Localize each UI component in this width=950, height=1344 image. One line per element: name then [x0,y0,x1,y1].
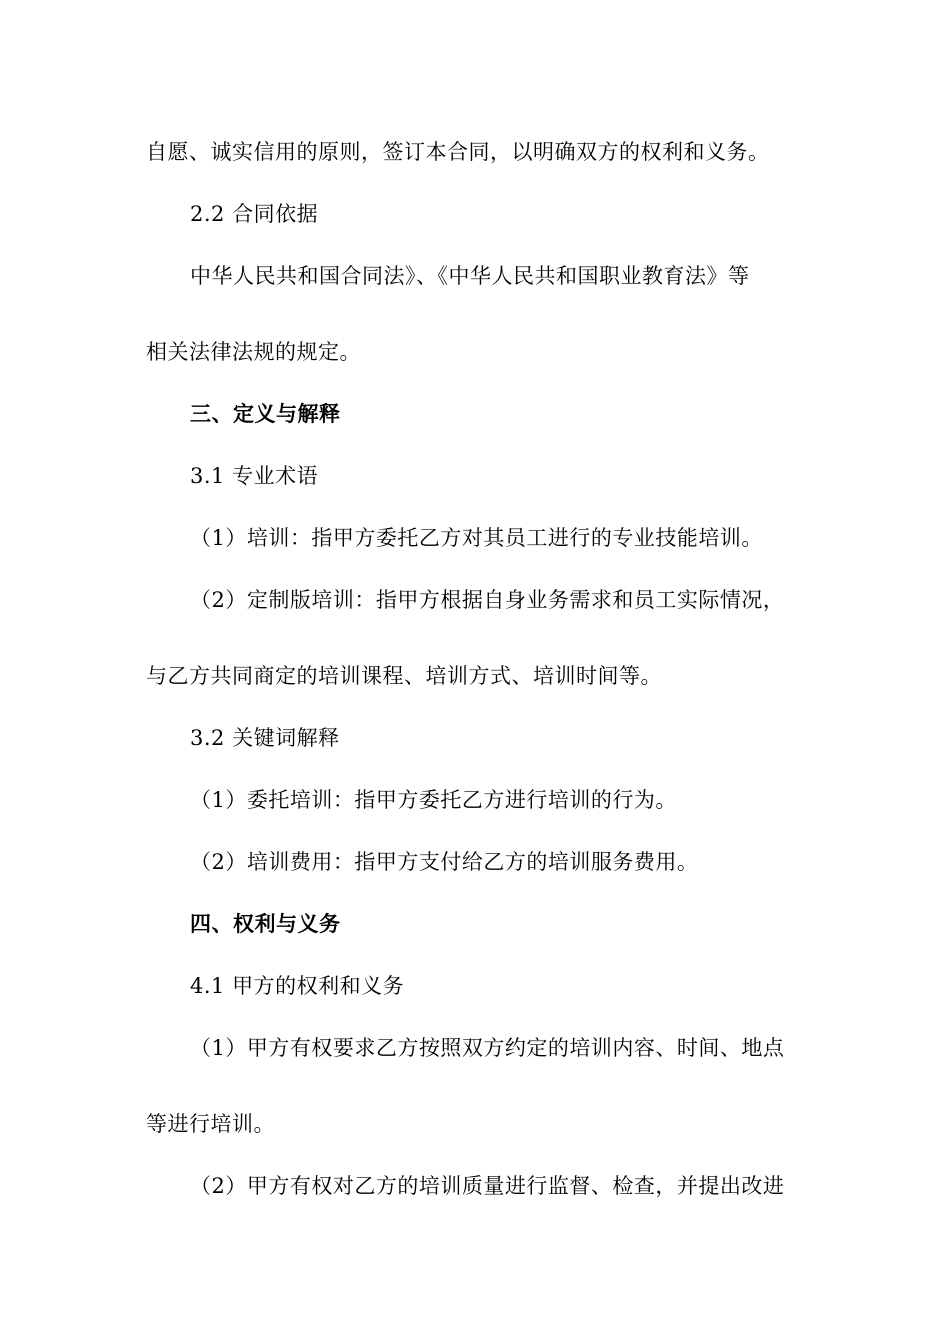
list-item: （1）委托培训：指甲方委托乙方进行培训的行为。 [190,788,677,812]
paragraph-line: 自愿、诚实信用的原则，签订本合同，以明确双方的权利和义务。 [146,140,770,164]
section-heading-3-2: 3.2 关键词解释 [190,726,340,750]
paragraph-line: 等进行培训。 [146,1112,275,1136]
section-heading-3-1: 3.1 专业术语 [190,464,319,488]
chapter-heading-4: 四、权利与义务 [190,911,341,936]
section-heading-4-1: 4.1 甲方的权利和义务 [190,974,405,998]
list-item: （2）甲方有权对乙方的培训质量进行监督、检查，并提出改进 [190,1174,785,1198]
chapter-heading-3: 三、定义与解释 [190,401,341,426]
list-item: （2）定制版培训：指甲方根据自身业务需求和员工实际情况， [190,588,785,612]
section-heading-2-2: 2.2 合同依据 [190,202,319,226]
list-item: （1）培训：指甲方委托乙方对其员工进行的专业技能培训。 [190,526,763,550]
paragraph-line: 相关法律法规的规定。 [146,340,361,364]
list-item: （1）甲方有权要求乙方按照双方约定的培训内容、时间、地点 [190,1036,785,1060]
list-item: （2）培训费用：指甲方支付给乙方的培训服务费用。 [190,850,699,874]
paragraph-line: 与乙方共同商定的培训课程、培训方式、培训时间等。 [146,664,662,688]
paragraph-line: 中华人民共和国合同法》、《中华人民共和国职业教育法》等 [190,264,750,288]
